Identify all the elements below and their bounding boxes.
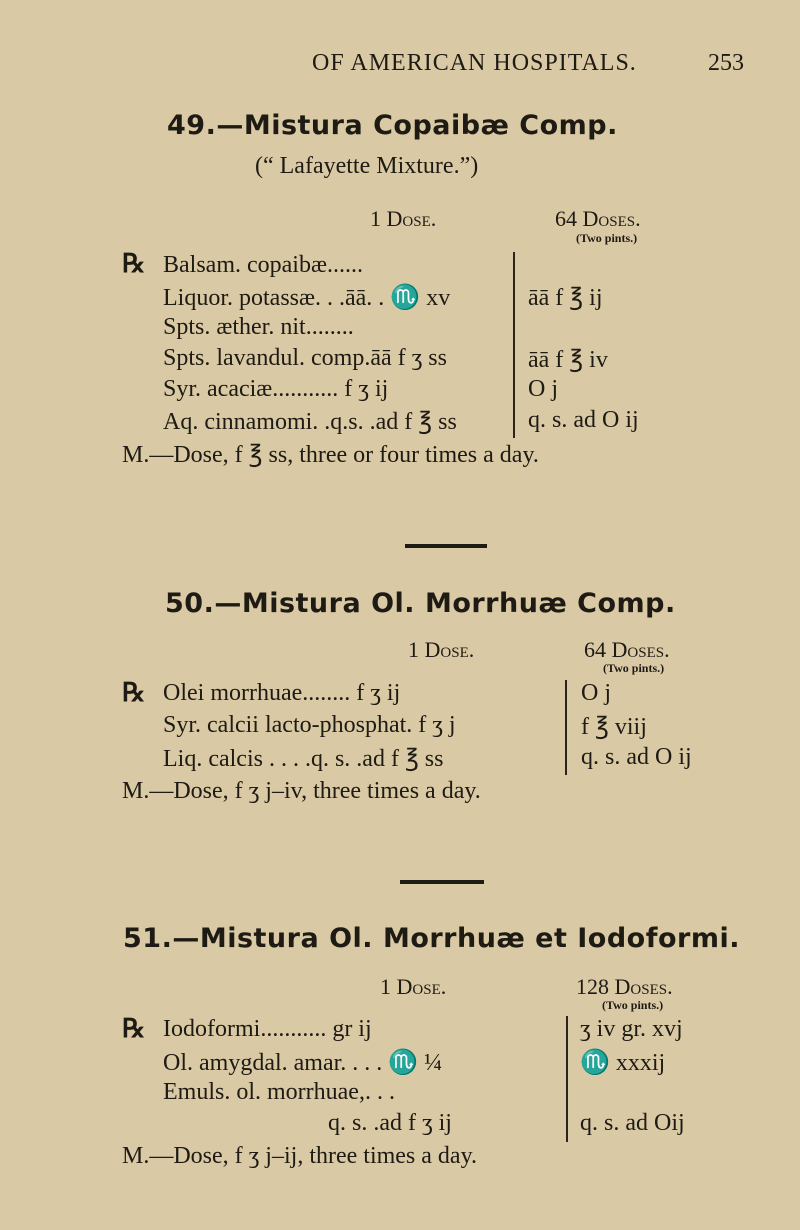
ingredient-line: Spts. lavandul. comp.āā f ʒ ss (163, 345, 447, 371)
page-number: 253 (708, 50, 744, 76)
rx-symbol: ℞ (122, 1014, 146, 1043)
dose-column-1-label: 1 Dose. (380, 974, 447, 999)
ingredient-line: Iodoformi........... gr ij (163, 1016, 372, 1042)
dose-column-2-note: (Two pints.) (602, 998, 664, 1012)
ingredient-line: Balsam. copaibæ...... (163, 252, 363, 278)
section-divider (405, 544, 487, 548)
dose-column-2-note: (Two pints.) (576, 231, 638, 245)
ingredient-line: Spts. æther. nit........ (163, 314, 354, 340)
rx-symbol: ℞ (122, 678, 146, 707)
dose-column-2-label: 64 Doses. (555, 206, 641, 231)
quantity-line: O j (528, 376, 558, 402)
quantity-line: f ℥ viij (581, 714, 647, 740)
quantity-line: O j (581, 680, 611, 706)
column-rule (513, 252, 515, 438)
ingredient-line: Syr. calcii lacto-phosphat. f ʒ j (163, 712, 456, 738)
ingredient-line: Liq. calcis . . . .q. s. .ad f ℥ ss (163, 746, 444, 772)
dosage-instruction: M.—Dose, f ℥ ss, three or four times a day. (122, 442, 539, 468)
column-rule (566, 1016, 568, 1142)
formula-subheading: (“ Lafayette Mixture.”) (255, 153, 479, 179)
quantity-line: ʒ iv gr. xvj (580, 1016, 683, 1042)
dosage-instruction: M.—Dose, f ʒ j–iv, three times a day. (122, 778, 481, 804)
formula-heading: 50.—Mistura Ol. Morrhuæ Comp. (165, 588, 676, 619)
dose-column-1-label: 1 Dose. (408, 637, 475, 662)
quantity-line: q. s. ad Oij (580, 1110, 685, 1136)
ingredient-line: Emuls. ol. morrhuae,. . . (163, 1079, 395, 1105)
ingredient-line: Ol. amygdal. amar. . . . ♏ ¼ (163, 1050, 443, 1076)
section-divider (400, 880, 484, 884)
ingredient-line: q. s. .ad f ʒ ij (328, 1110, 452, 1136)
column-rule (565, 680, 567, 775)
quantity-line: ♏ xxxij (580, 1050, 666, 1076)
quantity-line: āā f ℥ ij (528, 285, 603, 311)
ingredient-line: Liquor. potassæ. . .āā. . ♏ xv (163, 285, 451, 311)
ingredient-line: Syr. acaciæ........... f ʒ ij (163, 376, 389, 402)
dose-column-2-label: 128 Doses. (576, 974, 673, 999)
dosage-instruction: M.—Dose, f ʒ j–ij, three times a day. (122, 1143, 478, 1169)
dose-column-2-note: (Two pints.) (603, 661, 665, 675)
ingredient-line: Olei morrhuae........ f ʒ ij (163, 680, 401, 706)
quantity-line: q. s. ad O ij (581, 744, 692, 770)
formula-heading: 51.—Mistura Ol. Morrhuæ et Iodoformi. (123, 923, 740, 954)
running-head: OF AMERICAN HOSPITALS. (312, 50, 637, 76)
quantity-line: q. s. ad O ij (528, 407, 639, 433)
page-header (0, 50, 800, 80)
quantity-line: āā f ℥ iv (528, 347, 608, 373)
rx-symbol: ℞ (122, 249, 146, 278)
dose-column-2-label: 64 Doses. (584, 637, 670, 662)
formula-heading: 49.—Mistura Copaibæ Comp. (167, 110, 618, 141)
dose-column-1-label: 1 Dose. (370, 206, 437, 231)
ingredient-line: Aq. cinnamomi. .q.s. .ad f ℥ ss (163, 409, 457, 435)
